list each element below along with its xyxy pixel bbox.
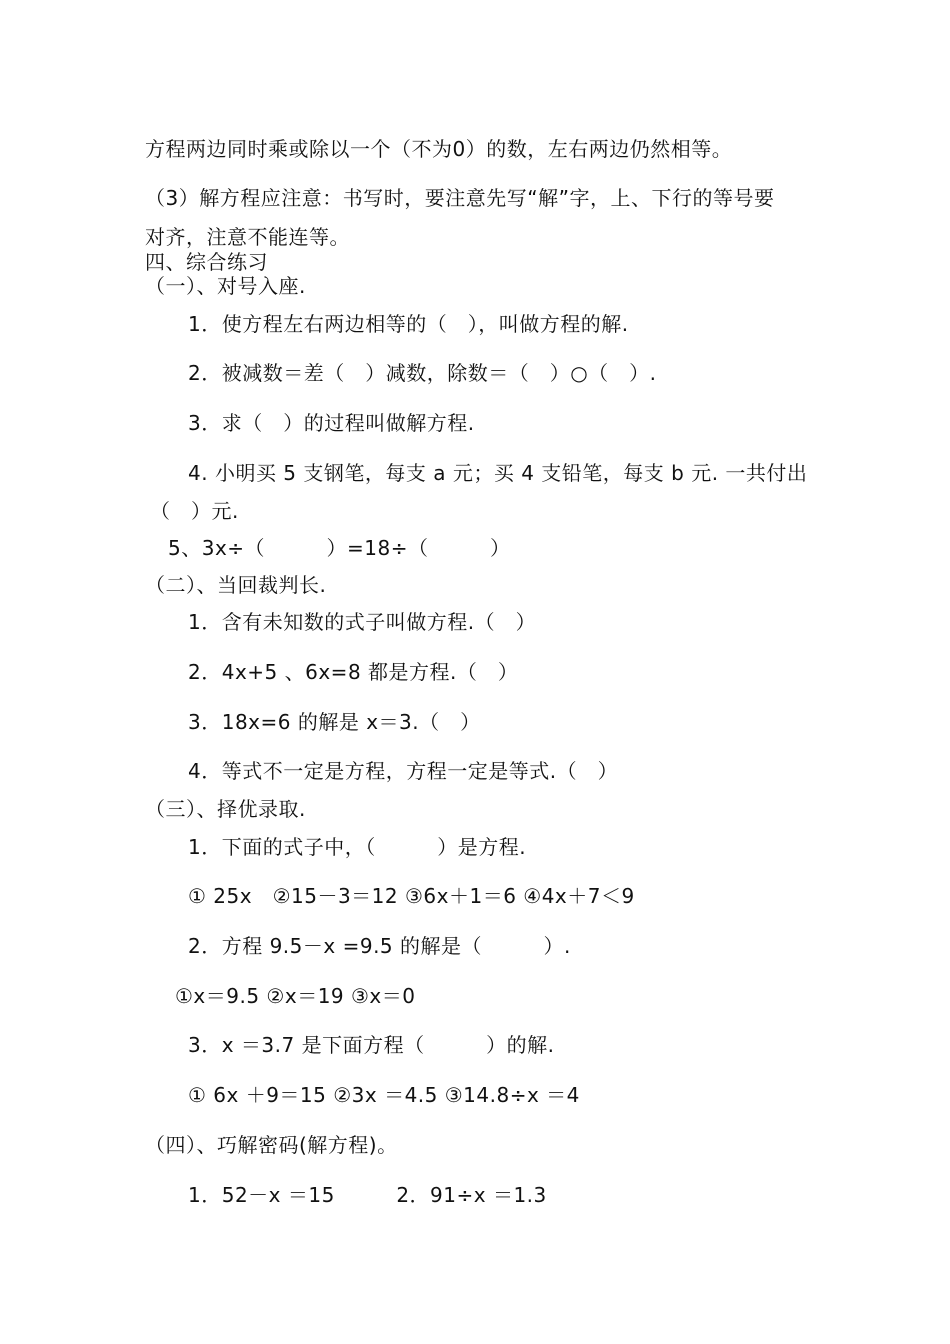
question-item: 2．被减数＝差（ ）减数，除数＝（ ）○（ ）. [188, 361, 657, 385]
text-line: 方程两边同时乘或除以一个（不为0）的数，左右两边仍然相等。 [145, 137, 733, 161]
question-item: 3．求（ ）的过程叫做解方程. [188, 411, 475, 435]
text-line: （3）解方程应注意：书写时，要注意先写“解”字，上、下行的等号要 [145, 186, 775, 210]
question-item: 3．x ＝3.7 是下面方程（ ）的解. [188, 1033, 555, 1057]
question-item: 5、3x÷（ ）=18÷（ ） [168, 536, 511, 560]
answer-options: ① 25x ②15－3＝12 ③6x＋1＝6 ④4x＋7＜9 [188, 884, 635, 908]
question-item: 4. 小明买 5 支钢笔，每支 a 元；买 4 支铅笔，每支 b 元. 一共付出 [188, 461, 808, 485]
subsection-heading: （一）、对号入座. [145, 274, 306, 298]
subsection-heading: （二）、当回裁判长. [145, 573, 327, 597]
question-item: 2．方程 9.5－x =9.5 的解是（ ）. [188, 934, 571, 958]
question-item-continued: （ ）元. [150, 499, 239, 523]
subsection-heading: （四）、巧解密码(解方程)。 [145, 1133, 398, 1157]
answer-options: ①x＝9.5 ②x＝19 ③x＝0 [175, 984, 416, 1008]
subsection-heading: （三）、择优录取. [145, 797, 306, 821]
question-item: 2．4x+5 、6x=8 都是方程.（ ） [188, 660, 519, 684]
question-item: 1．使方程左右两边相等的（ ），叫做方程的解. [188, 312, 629, 336]
question-item: 3．18x=6 的解是 x＝3.（ ） [188, 710, 481, 734]
section-heading: 四、综合练习 [145, 250, 268, 274]
answer-options: ① 6x ＋9＝15 ②3x ＝4.5 ③14.8÷x ＝4 [188, 1083, 580, 1107]
text-line: 对齐，注意不能连等。 [145, 225, 350, 249]
question-item: 4．等式不一定是方程，方程一定是等式.（ ） [188, 759, 619, 783]
question-item: 1．下面的式子中，（ ）是方程. [188, 835, 527, 859]
question-item: 1．52－x ＝15 2．91÷x ＝1.3 [188, 1183, 547, 1207]
question-item: 1．含有未知数的式子叫做方程.（ ） [188, 610, 537, 634]
